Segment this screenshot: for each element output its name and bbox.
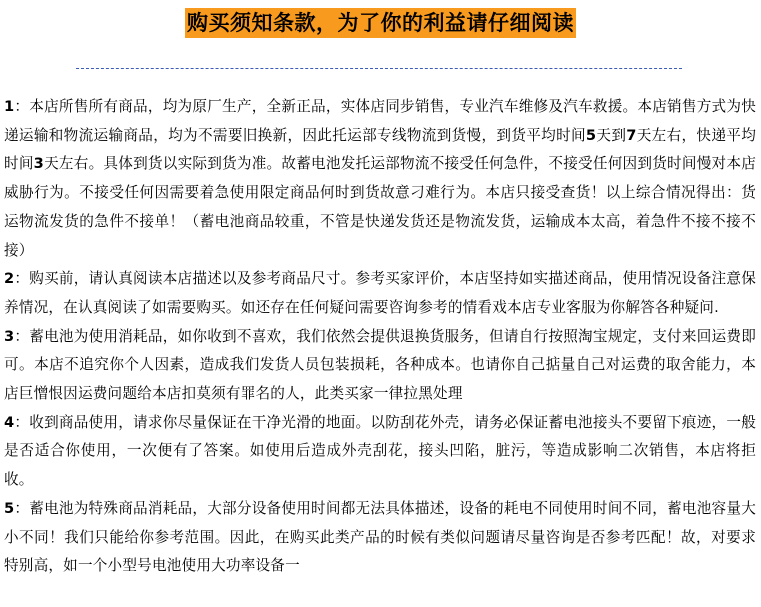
- item-number: 2: [4, 270, 15, 288]
- item-number: 1: [4, 98, 15, 115]
- item-number: 3: [4, 327, 15, 345]
- item-highlight: 5: [585, 126, 597, 144]
- title-wrap: [0, 8, 761, 38]
- item-text: ：收到商品使用，请求你尽量保证在干净光滑的地面。以防刮花外壳，请务必保证蓄电池接头不要留下痕迹，一般是否适合你使用，一次便有了答案。如使用后造成外壳刮花，接头凹陷，脏污，等造成影响二次销售，本店将拒收。: [4, 413, 756, 489]
- item-highlight: 3: [33, 155, 45, 173]
- terms-item-5: [4, 495, 756, 581]
- item-text: 天左右，快递平均时间: [4, 126, 756, 173]
- terms-item-2: [4, 265, 756, 322]
- item-text: ：购买前，请认真阅读本店描述以及参考商品尺寸。参考买家评价，本店坚持如实描述商品，使用情况设备注意保养情况，在认真阅读了如需要购买。如还存在任何疑问需要咨询参考的情看戏本店专业客服为你解答各种疑问.: [4, 270, 756, 316]
- dashed-divider: [76, 68, 682, 69]
- item-number: 4: [4, 413, 15, 431]
- item-highlight: 7: [626, 126, 637, 144]
- page-title: 购买须知条款，为了你的利益请仔细阅读: [185, 8, 576, 38]
- terms-item-1: [4, 93, 756, 265]
- terms-item-4: [4, 409, 756, 495]
- item-number: 5: [4, 499, 15, 517]
- terms-content: [4, 93, 756, 581]
- item-text: ：蓄电池为特殊商品消耗品，大部分设备使用时间都无法具体描述，设备的耗电不同使用时间不同，蓄电池容量大小不同！我们只能给你参考范围。因此，在购买此类产品的时候有类似问题请尽量咨询是否参考匹配！故，对要求特别高，如一个小型号电池使用大功率设备一: [4, 499, 756, 575]
- item-text: ：蓄电池为使用消耗品，如你收到不喜欢，我们依然会提供退换货服务，但请自行按照淘宝规定，支付来回运费即可。本店不追究你个人因素，造成我们发货人员包装损耗，各种成本。也请你自己掂量自己对运费的取舍能力，本店巨憎恨因运费问题给本店扣莫须有罪名的人，此类买家一律拉黑处理: [4, 327, 756, 403]
- item-text: 天到: [596, 126, 627, 144]
- item-text: 天左右。具体到货以实际到货为准。故蓄电池发托运部物流不接受任何急件，不接受任何因到货时间慢对本店威胁行为。不接受任何因需要着急使用限定商品何时到货故意刁难行为。本店只接受查货！以上综合情况得出：货运物流发货的急件不接单！（蓄电池商品较重，不管是快递发货还是物流发货，运输成本太高，着急件不接不接不接）: [4, 155, 756, 259]
- terms-item-3: [4, 323, 756, 409]
- item-text: ：本店所售所有商品，均为原厂生产，全新正品，实体店同步销售，专业汽车维修及汽车救援。本店销售方式为快递运输和物流运输商品，均为不需要旧换新，因此托运部专线物流到货慢，到货平均时间: [4, 98, 756, 144]
